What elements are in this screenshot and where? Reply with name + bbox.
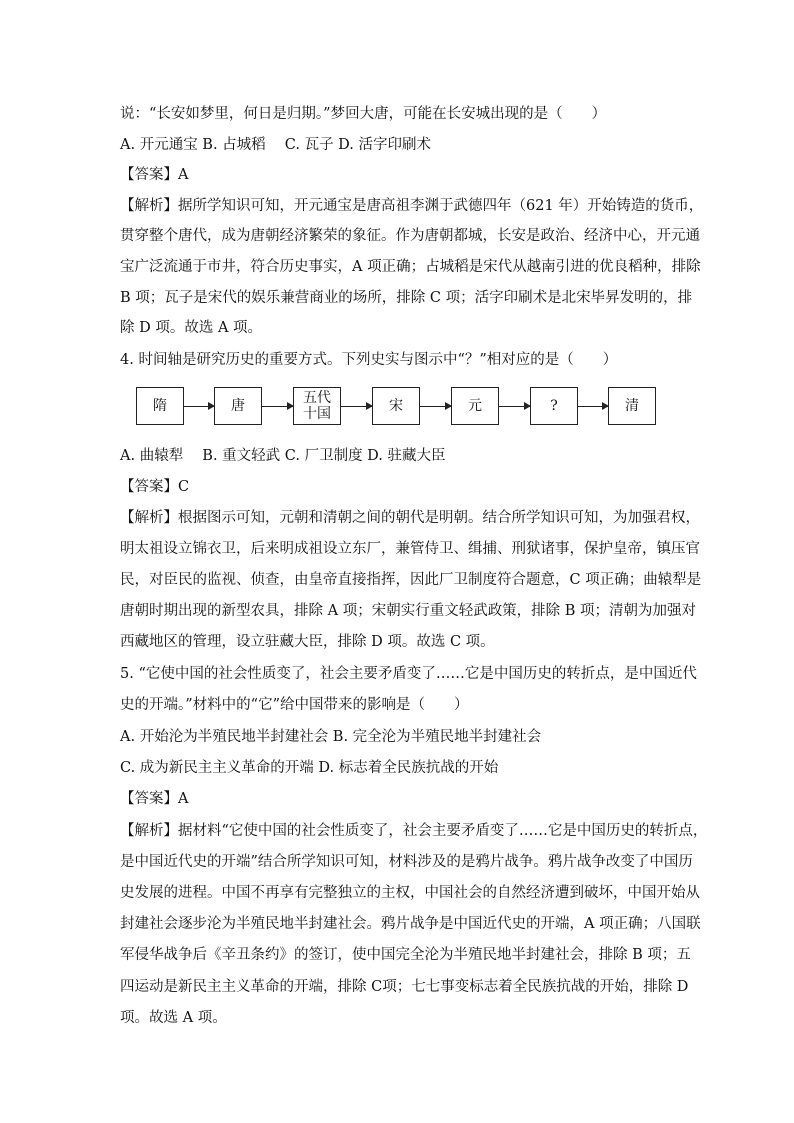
text-line: C. 成为新民主主义革命的开端 D. 标志着全民族抗战的开始 [120,760,499,776]
timeline-arrow [499,406,530,407]
text-line: 封建社会逐步沦为半殖民地半封建社会。鸦片战争是中国近代史的开端，A 项正确；八国联 [120,916,701,932]
timeline-arrow [420,406,451,407]
timeline-arrow [184,406,214,407]
timeline-arrow [341,406,372,407]
timeline-box-label: ? [550,398,558,414]
text-line: 除 D 项。故选 A 项。 [120,320,263,336]
text-line: 说：“长安如梦里，何日是归期。”梦回大唐，可能在长安城出现的是（ ） [120,106,607,122]
text-line: 唐朝时期出现的新型农具，排除 A 项；宋朝实行重文轻武政策，排除 B 项；清朝为加强对 [120,603,697,619]
dynasty-timeline [136,387,656,429]
text-line: B 项；瓦子是宋代的娱乐兼营商业的场所，排除 C 项；活字印刷术是北宋毕昇发明的，排 [120,290,693,306]
timeline-box-label: 五代 十国 [303,390,331,422]
timeline-box [451,387,499,425]
text-line: 【解析】据材料“它使中国的社会性质变了，社会主要矛盾变了……它是中国历史的转折点， [120,823,708,839]
text-line: 史发展的进程。中国不再享有完整独立的主权，中国社会的自然经济遭到破坏，中国开始从 [120,885,700,901]
text-line: A. 曲辕犁 B. 重文轻武 C. 厂卫制度 D. 驻藏大臣 [120,448,446,464]
text-line: 宝广泛流通于市井，符合历史事实，A 项正确；占城稻是宋代从越南引进的优良稻种，排除 [120,259,701,275]
text-line: 四运动是新民主主义革命的开端，排除 C项；七七事变标志着全民族抗战的开始，排除 D [120,979,689,995]
text-line: 4. 时间轴是研究历史的重要方式。下列史实与图示中“？”相对应的是（ ） [120,352,618,368]
text-line: 是中国近代史的开端”结合所学知识可知，材料涉及的是鸦片战争。鸦片战争改变了中国历 [120,854,693,870]
text-line: 【解析】据所学知识可知，开元通宝是唐高祖李渊于武德四年（621 年）开始铸造的货币， [120,198,704,214]
text-line: A. 开元通宝 B. 占城稻 C. 瓦子 D. 活字印刷术 [120,137,432,153]
text-line: 【答案】A [120,167,189,183]
text-line: 明太祖设立锦衣卫，后来明成祖设立东厂，兼管侍卫、缉捕、刑狱诸事，保护皇帝，镇压官 [120,541,700,557]
text-line: 史的开端。”材料中的“它”给中国带来的影响是（ ） [120,697,469,713]
timeline-box [372,387,420,425]
timeline-arrow [578,406,608,407]
text-line: 【解析】根据图示可知，元朝和清朝之间的朝代是明朝。结合所学知识可知，为加强君权， [120,510,700,526]
timeline-box [214,387,262,425]
timeline-box-label: 宋 [389,398,403,414]
text-line: 【答案】C [120,479,190,495]
text-line: 军侵华战争后《辛丑条约》的签订，使中国完全沦为半殖民地半封建社会，排除 B 项；五 [120,947,691,963]
text-line: 贯穿整个唐代，成为唐朝经济繁荣的象征。作为唐朝都城，长安是政治、经济中心，开元通 [120,228,700,244]
timeline-box-label: 元 [468,398,482,414]
timeline-box [530,387,578,425]
timeline-box-label: 唐 [231,398,245,414]
text-line: 项。故选 A 项。 [120,1010,227,1026]
timeline-box-label: 隋 [153,398,167,414]
text-line: 【答案】A [120,791,189,807]
text-line: 西藏地区的管理，设立驻藏大臣，排除 D 项。故选 C 项。 [120,634,495,650]
timeline-box [608,387,656,425]
timeline-box-label: 清 [625,398,639,414]
timeline-box [136,387,184,425]
timeline-box [293,387,341,425]
text-line: 民，对臣民的监视、侦查，由皇帝直接指挥，因此厂卫制度符合题意，C 项正确；曲辕犁是 [120,572,702,588]
text-line: A. 开始沦为半殖民地半封建社会 B. 完全沦为半殖民地半封建社会 [120,729,542,745]
timeline-arrow [262,406,293,407]
text-line: 5. “它使中国的社会性质变了，社会主要矛盾变了……它是中国历史的转折点，是中国近代 [120,666,697,682]
